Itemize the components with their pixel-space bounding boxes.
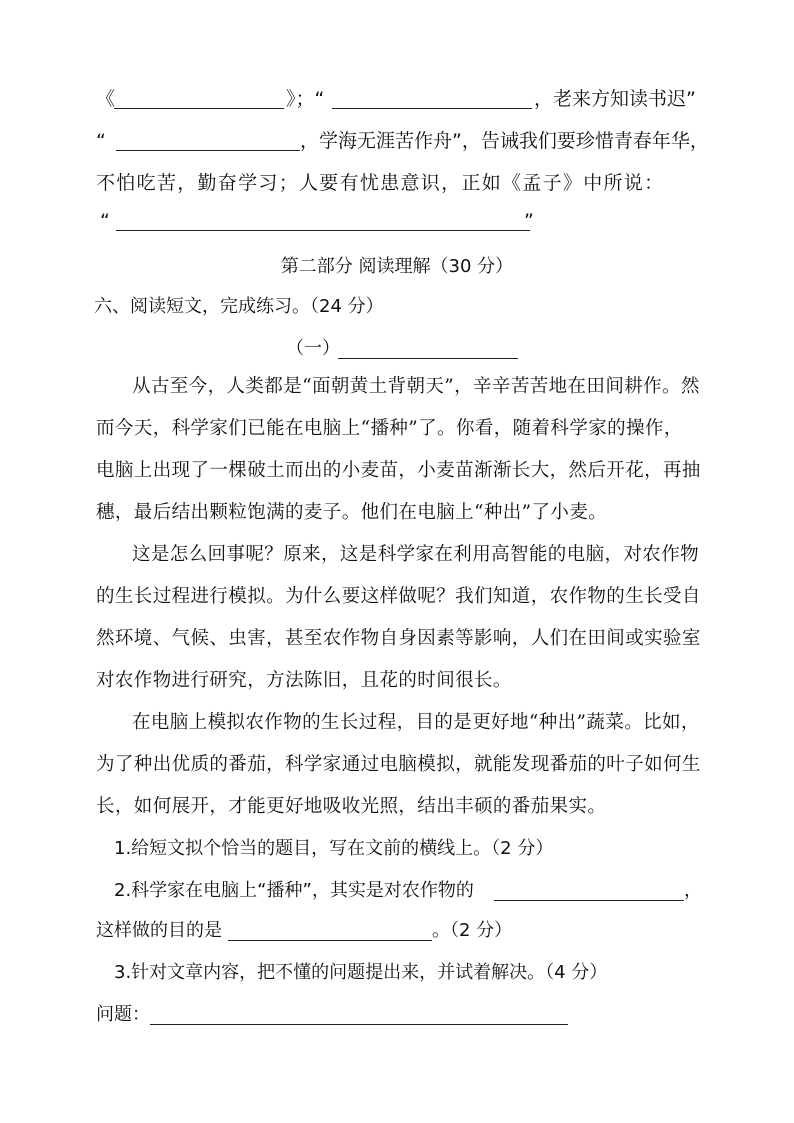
close-quote: ” — [524, 210, 534, 232]
blank-4[interactable] — [116, 210, 530, 231]
question-3-label: 问题： — [96, 1004, 150, 1025]
fill-line-2-end: ，学海无涯苦作舟”，告诫我们要珍惜青春年华， — [300, 130, 709, 152]
question-2-blank-1[interactable] — [494, 880, 684, 901]
fill-line-1-mid: 》；“ — [286, 88, 325, 110]
question-1: 1.给短文拟个恰当的题目，写在文前的横线上。（2 分） — [114, 838, 554, 859]
passage-line: 的生长过程进行模拟。为什么要这样做呢？我们知道，农作物的生长受自 — [96, 586, 701, 607]
open-quote: “ — [96, 130, 106, 152]
question-2-blank-2[interactable] — [228, 920, 432, 941]
blank-2[interactable] — [332, 88, 532, 109]
passage-line: 然环境、气候、虫害，甚至农作物自身因素等影响，人们在田间或实验室 — [96, 628, 701, 649]
fill-line-1-end: ，老来方知读书迟” — [534, 88, 696, 110]
part2-heading: 第二部分 阅读理解（30 分） — [280, 256, 514, 277]
passage-line: 这是怎么回事呢？原来，这是科学家在利用高智能的电脑，对农作物 — [132, 544, 700, 565]
fill-line-3: 不怕吃苦，勤奋学习；人要有忧患意识，正如《孟子》中所说： — [96, 172, 665, 194]
blank-3[interactable] — [116, 130, 300, 151]
passage-line: 而今天，科学家们已能在电脑上“播种”了。你看，随着科学家的操作， — [96, 418, 683, 439]
blank-1[interactable] — [114, 88, 284, 109]
question-2-purpose-label: 这样做的目的是 — [96, 920, 222, 941]
passage-title-blank[interactable] — [338, 338, 518, 359]
passage-line: 从古至今，人类都是“面朝黄土背朝天”，辛辛苦苦地在田间耕作。然 — [132, 376, 700, 397]
book-open-quote: 《 — [96, 88, 116, 110]
passage-line: 为了种出优质的番茄，科学家通过电脑模拟，就能发现番茄的叶子如何生 — [96, 754, 701, 775]
passage-line: 电脑上出现了一棵破土而出的小麦苗，小麦苗渐渐长大，然后开花，再抽 — [96, 460, 701, 481]
passage-line: 对农作物进行研究，方法陈旧，且花的时间很长。 — [96, 670, 512, 691]
passage-line: 穗，最后结出颗粒饱满的麦子。他们在电脑上“种出”了小麦。 — [96, 502, 608, 523]
question-3-blank[interactable] — [150, 1004, 568, 1025]
passage-line: 在电脑上模拟农作物的生长过程，目的是更好地“种出”蔬菜。比如， — [132, 712, 700, 733]
passage-line: 长，如何展开，才能更好地吸收光照，结出丰硕的番茄果实。 — [96, 796, 607, 817]
open-quote: “ — [100, 210, 110, 232]
question-2-comma: ， — [684, 880, 702, 901]
section6-heading: 六、阅读短文，完成练习。（24 分） — [94, 296, 384, 317]
question-3: 3.针对文章内容，把不懂的问题提出来，并试着解决。（4 分） — [114, 962, 608, 983]
question-2-text: 2.科学家在电脑上“播种”，其实是对农作物的 — [114, 880, 474, 901]
question-2-score: 。（2 分） — [432, 920, 513, 941]
passage-title-label: （一） — [286, 338, 340, 359]
